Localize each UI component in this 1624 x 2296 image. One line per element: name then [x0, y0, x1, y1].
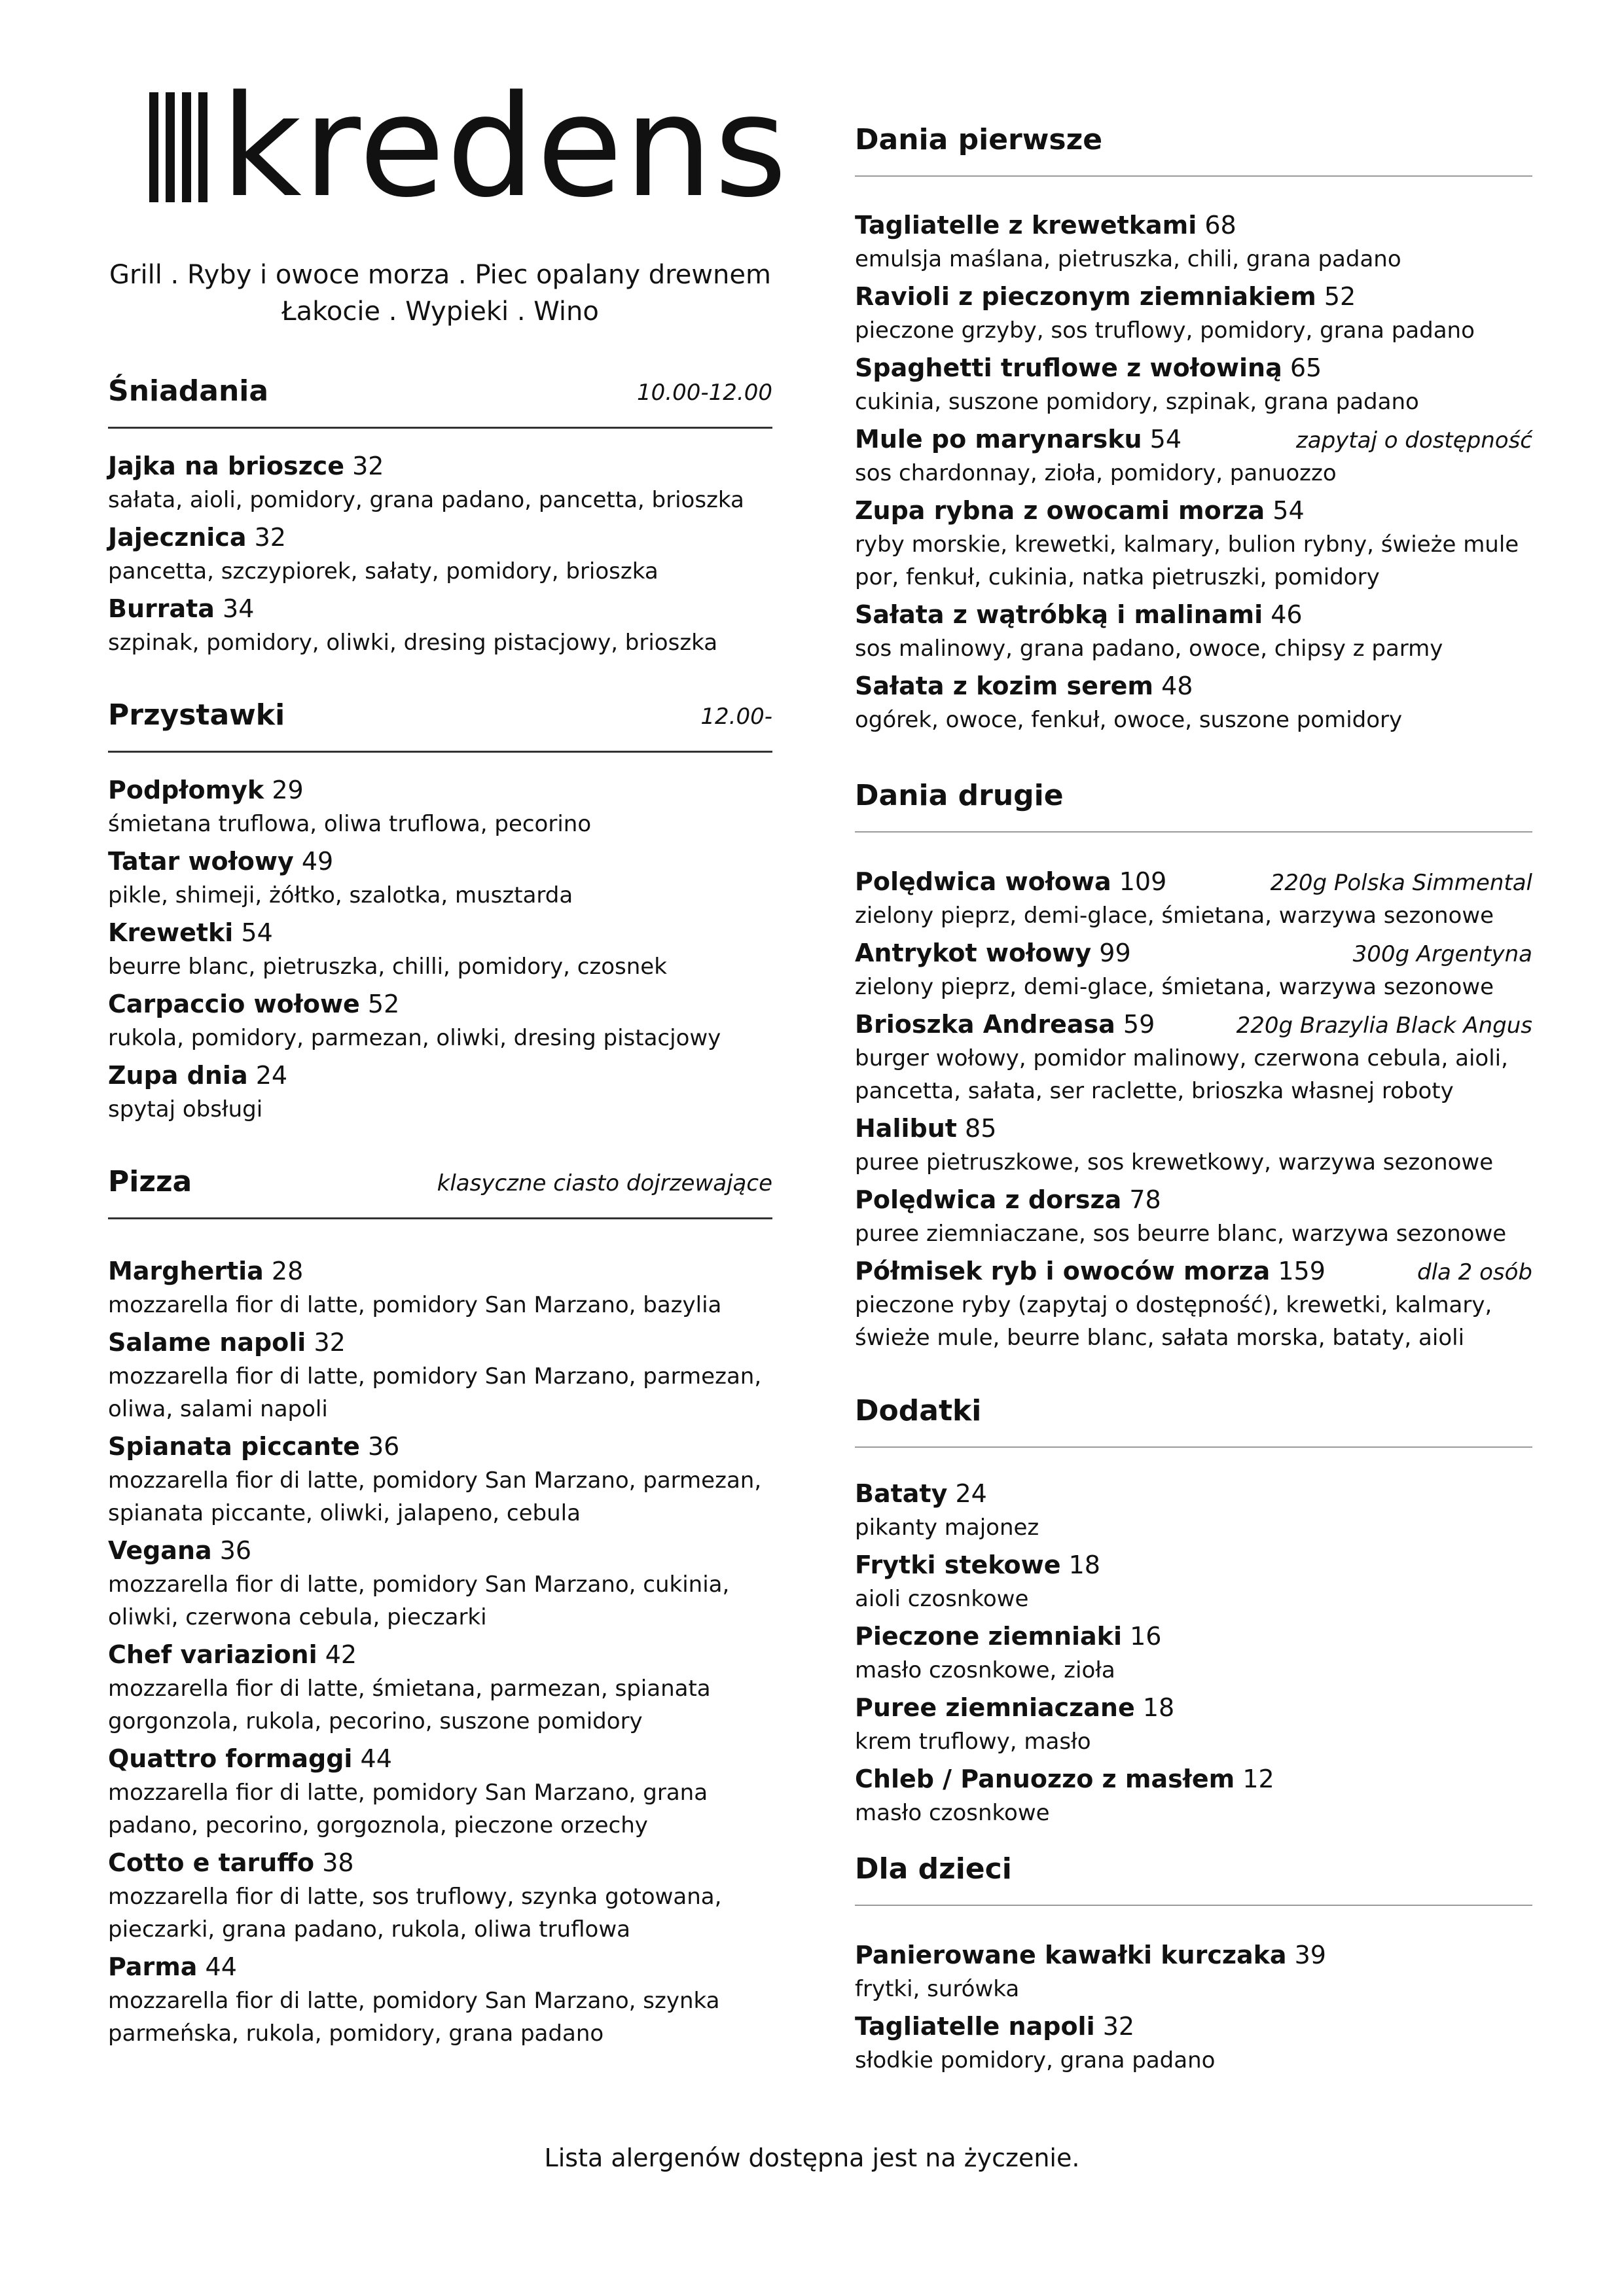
menu-item-price: 54 [1149, 425, 1182, 454]
menu-item [108, 844, 772, 912]
menu-item-name: Sałata z wątróbką i malinami [855, 600, 1263, 629]
menu-item-price: 28 [271, 1257, 304, 1285]
menu-item-price: 36 [219, 1536, 252, 1565]
menu-item-price: 52 [367, 990, 400, 1018]
menu-item-description: emulsja maślana, pietruszka, chili, grana padano [855, 246, 1401, 272]
menu-item-price: 32 [254, 523, 286, 552]
menu-item-line [855, 668, 1532, 704]
section-title: Dania drugie [855, 779, 1064, 812]
menu-item-description: sos malinowy, grana padano, owoce, chipsy z parmy [855, 636, 1443, 662]
section-items-pizza [108, 1253, 772, 2053]
menu-item [855, 1547, 1532, 1615]
menu-item [855, 597, 1532, 665]
menu-item-line [108, 1741, 772, 1776]
menu-item-line [855, 864, 1532, 899]
brand-name: kredens [221, 65, 789, 228]
menu-item-description: rukola, pomidory, parmezan, oliwki, dresing pistacjowy [108, 1025, 721, 1051]
menu-item [108, 1949, 772, 2050]
menu-item-line [108, 1533, 772, 1568]
menu-item-description: frytki, surówka [855, 1976, 1020, 2002]
menu-item-price: 24 [955, 1479, 987, 1508]
section-note: klasyczne ciasto dojrzewające [437, 1170, 772, 1196]
section-header-dla-dzieci [855, 1852, 1532, 1906]
menu-item-description: parmeńska, rukola, pomidory, grana padano [108, 2020, 604, 2047]
menu-item-description: masło czosnkowe, zioła [855, 1657, 1115, 1683]
section-header-przystawki [108, 698, 772, 753]
menu-item [855, 493, 1532, 594]
menu-item-price: 78 [1129, 1185, 1161, 1214]
menu-item-description: ogórek, owoce, fenkuł, owoce, suszone pomidory [855, 707, 1403, 733]
tagline-line-2: Łakocie . Wypieki . Wino [281, 296, 599, 327]
menu-item-description: puree pietruszkowe, sos krewetkowy, warzywa sezonowe [855, 1149, 1494, 1175]
menu-item-description: pieczarki, grana padano, rukola, oliwa truflowa [108, 1916, 631, 1943]
menu-item-price: 32 [1102, 2012, 1135, 2041]
menu-item-price: 34 [223, 594, 255, 623]
menu-item-name: Sałata z kozim serem [855, 672, 1153, 700]
menu-item-line [855, 2009, 1532, 2044]
menu-item [855, 935, 1532, 1003]
section-title: Przystawki [108, 698, 285, 732]
menu-item-price: 36 [367, 1432, 400, 1461]
menu-item-name: Parma [108, 1952, 198, 1981]
menu-item-description: oliwa, salami napoli [108, 1396, 328, 1422]
menu-item-name: Mule po marynarsku [855, 425, 1142, 454]
menu-item [855, 2009, 1532, 2077]
menu-item-line [855, 1761, 1532, 1797]
section-title: Pizza [108, 1165, 192, 1198]
allergen-note: Lista alergenów dostępna jest na życzenie. [544, 2144, 1080, 2172]
brand-logo [149, 65, 789, 228]
menu-item-line [108, 1845, 772, 1880]
menu-item [108, 1533, 772, 1634]
menu-item-name: Półmisek ryb i owoców morza [855, 1257, 1271, 1285]
menu-item-description: krem truflowy, masło [855, 1729, 1091, 1755]
menu-item-price: 18 [1068, 1551, 1100, 1579]
menu-item-name: Salame napoli [108, 1328, 306, 1357]
menu-item [855, 1619, 1532, 1687]
menu-item-price: 109 [1119, 867, 1167, 896]
menu-item-line [108, 844, 772, 879]
menu-item-name: Chef variazioni [108, 1640, 317, 1669]
menu-item [108, 1325, 772, 1426]
menu-item [855, 1690, 1532, 1758]
menu-item-name: Polędwica wołowa [855, 867, 1111, 896]
menu-item-note: 220g Polska Simmental [1270, 870, 1532, 896]
menu-item-name: Burrata [108, 594, 215, 623]
menu-item-price: 68 [1204, 211, 1236, 240]
menu-item-name: Pieczone ziemniaki [855, 1622, 1122, 1651]
menu-item [855, 350, 1532, 418]
menu-item-description: mozzarella fior di latte, śmietana, parmezan, spianata [108, 1676, 711, 1702]
menu-item-description: sos chardonnay, zioła, pomidory, panuozzo [855, 460, 1337, 486]
menu-item-price: 49 [301, 847, 334, 876]
menu-item-price: 32 [352, 452, 384, 480]
menu-item [855, 1182, 1532, 1250]
menu-item-description: śmietana truflowa, oliwa truflowa, pecorino [108, 811, 592, 837]
menu-item-name: Krewetki [108, 918, 234, 947]
menu-item-description: masło czosnkowe [855, 1800, 1050, 1826]
menu-item-line [108, 1429, 772, 1464]
menu-item-price: 54 [241, 918, 273, 947]
menu-item-price: 16 [1130, 1622, 1162, 1651]
menu-item-line [108, 1637, 772, 1672]
menu-item-description: świeże mule, beurre blanc, sałata morska, bataty, aioli [855, 1325, 1465, 1351]
menu-item-note: 220g Brazylia Black Angus [1236, 1013, 1532, 1039]
menu-item-line [855, 1476, 1532, 1511]
menu-item-name: Chleb / Panuozzo z masłem [855, 1765, 1235, 1793]
menu-item-line [855, 1547, 1532, 1583]
menu-item-line [855, 935, 1532, 971]
menu-item-price: 99 [1099, 939, 1131, 967]
section-title: Dla dzieci [855, 1852, 1012, 1886]
menu-item-description: mozzarella fior di latte, pomidory San Marzano, cukinia, [108, 1571, 730, 1598]
menu-item-price: 44 [205, 1952, 237, 1981]
menu-item-description: mozzarella fior di latte, pomidory San Marzano, bazylia [108, 1292, 722, 1318]
menu-item [108, 1429, 772, 1530]
menu-item-description: słodkie pomidory, grana padano [855, 2047, 1216, 2073]
menu-item-name: Vegana [108, 1536, 212, 1565]
menu-item-line [855, 1619, 1532, 1654]
menu-item-line [855, 1182, 1532, 1217]
menu-item-name: Bataty [855, 1479, 948, 1508]
menu-item-description: gorgonzola, rukola, pecorino, suszone pomidory [108, 1708, 643, 1734]
section-items-dodatki [855, 1476, 1532, 1833]
menu-item-line [108, 448, 772, 484]
menu-item-price: 24 [255, 1061, 288, 1090]
menu-item-line [108, 1058, 772, 1093]
menu-item-name: Zupa rybna z owocami morza [855, 496, 1265, 525]
menu-item-description: mozzarella fior di latte, pomidory San Marzano, szynka [108, 1988, 720, 2014]
menu-item-line [108, 986, 772, 1022]
menu-item-name: Tagliatelle z krewetkami [855, 211, 1197, 240]
menu-item [855, 422, 1532, 490]
section-header-dania-drugie [855, 779, 1532, 833]
menu-item-description: mozzarella fior di latte, sos truflowy, szynka gotowana, [108, 1884, 722, 1910]
menu-item-line [855, 1111, 1532, 1146]
menu-item-name: Antrykot wołowy [855, 939, 1092, 967]
menu-item-line [855, 597, 1532, 632]
menu-item-price: 39 [1294, 1941, 1326, 1969]
menu-item [108, 986, 772, 1054]
menu-item [108, 1845, 772, 1946]
menu-item-line [855, 207, 1532, 243]
menu-item-name: Tagliatelle napoli [855, 2012, 1095, 2041]
section-note: 12.00- [700, 704, 772, 730]
menu-item-line [855, 1253, 1532, 1289]
menu-item-description: beurre blanc, pietruszka, chilli, pomidory, czosnek [108, 954, 667, 980]
menu-item-name: Spaghetti truflowe z wołowiną [855, 353, 1282, 382]
menu-item-description: burger wołowy, pomidor malinowy, czerwona cebula, aioli, [855, 1045, 1508, 1071]
menu-item-price: 48 [1161, 672, 1193, 700]
menu-item-line [108, 915, 772, 950]
menu-item-line [855, 1007, 1532, 1042]
menu-item-name: Jajka na brioszce [108, 452, 344, 480]
menu-item [855, 279, 1532, 347]
menu-item-line [108, 1949, 772, 1984]
menu-item-description: mozzarella fior di latte, pomidory San Marzano, parmezan, [108, 1467, 762, 1494]
menu-item-price: 46 [1271, 600, 1303, 629]
menu-item-line [855, 350, 1532, 386]
menu-item-note: dla 2 osób [1416, 1259, 1532, 1285]
menu-item-description: zielony pieprz, demi-glace, śmietana, warzywa sezonowe [855, 974, 1494, 1000]
menu-item-name: Spianata piccante [108, 1432, 360, 1461]
menu-item-description: szpinak, pomidory, oliwki, dresing pistacjowy, brioszka [108, 630, 718, 656]
menu-item-price: 65 [1290, 353, 1322, 382]
section-title: Śniadania [108, 374, 269, 408]
menu-item [108, 772, 772, 840]
menu-item-description: spianata piccante, oliwki, jalapeno, cebula [108, 1500, 581, 1526]
menu-item-description: pancetta, szczypiorek, sałaty, pomidory, brioszka [108, 558, 659, 584]
section-note: 10.00-12.00 [637, 380, 772, 406]
menu-item [108, 520, 772, 588]
menu-item-price: 159 [1278, 1257, 1326, 1285]
menu-item-description: spytaj obsługi [108, 1096, 263, 1122]
menu-item-price: 38 [322, 1848, 354, 1877]
menu-item-line [855, 1690, 1532, 1725]
menu-item [855, 1253, 1532, 1354]
menu-item-line [855, 1937, 1532, 1973]
menu-item-description: pieczone ryby (zapytaj o dostępność), krewetki, kalmary, [855, 1292, 1492, 1318]
tagline-line-1: Grill . Ryby i owoce morza . Piec opalany drewnem [109, 260, 771, 290]
menu-item-price: 12 [1242, 1765, 1274, 1793]
menu-item-price: 42 [325, 1640, 357, 1669]
menu-item-line [108, 591, 772, 626]
menu-item-note: zapytaj o dostępność [1295, 427, 1532, 454]
menu-item-description: por, fenkuł, cukinia, natka pietruszki, pomidory [855, 564, 1380, 590]
section-header-pizza [108, 1165, 772, 1219]
menu-item-price: 32 [314, 1328, 346, 1357]
menu-item-description: puree ziemniaczane, sos beurre blanc, warzywa sezonowe [855, 1221, 1507, 1247]
menu-item [855, 207, 1532, 276]
menu-item-description: oliwki, czerwona cebula, pieczarki [108, 1604, 487, 1630]
menu-item-line [108, 1325, 772, 1360]
menu-item-line [855, 279, 1532, 314]
menu-item [108, 1637, 772, 1738]
menu-item-name: Podpłomyk [108, 776, 264, 804]
menu-item-description: pieczone grzyby, sos truflowy, pomidory, grana padano [855, 317, 1475, 344]
menu-item-description: pikle, shimeji, żółtko, szalotka, musztarda [108, 882, 573, 908]
menu-item-name: Zupa dnia [108, 1061, 248, 1090]
menu-item-price: 18 [1142, 1693, 1175, 1722]
menu-item-line [855, 422, 1532, 457]
menu-item-line [108, 772, 772, 808]
menu-item-name: Marghertia [108, 1257, 264, 1285]
menu-item-name: Cotto e taruffo [108, 1848, 315, 1877]
menu-item-line [855, 493, 1532, 528]
menu-item-description: padano, pecorino, gorgoznola, pieczone orzechy [108, 1812, 648, 1839]
menu-item [108, 1058, 772, 1126]
menu-item-description: ryby morskie, krewetki, kalmary, bulion rybny, świeże mule [855, 531, 1519, 558]
menu-item-description: sałata, aioli, pomidory, grana padano, pancetta, brioszka [108, 487, 744, 513]
menu-item-description: mozzarella fior di latte, pomidory San Marzano, parmezan, [108, 1363, 762, 1390]
section-title: Dodatki [855, 1394, 982, 1427]
menu-item-name: Frytki stekowe [855, 1551, 1061, 1579]
menu-item [855, 1937, 1532, 2005]
menu-item [108, 448, 772, 516]
menu-item-name: Polędwica z dorsza [855, 1185, 1122, 1214]
menu-item-price: 29 [272, 776, 304, 804]
menu-item-description: mozzarella fior di latte, pomidory San Marzano, grana [108, 1780, 708, 1806]
menu-item [108, 915, 772, 983]
section-title: Dania pierwsze [855, 123, 1103, 156]
menu-item-name: Panierowane kawałki kurczaka [855, 1941, 1287, 1969]
menu-item [855, 1111, 1532, 1179]
menu-item-line [108, 1253, 772, 1289]
tagline [108, 257, 772, 330]
menu-item [108, 591, 772, 659]
menu-item-description: pikanty majonez [855, 1515, 1039, 1541]
menu-item [855, 1761, 1532, 1829]
section-items-dania-drugie [855, 864, 1532, 1357]
menu-item-name: Quattro formaggi [108, 1744, 353, 1773]
menu-item-name: Tatar wołowy [108, 847, 294, 876]
menu-item-price: 54 [1272, 496, 1305, 525]
menu-item [108, 1253, 772, 1321]
section-items-sniadania [108, 448, 772, 662]
menu-item-name: Carpaccio wołowe [108, 990, 360, 1018]
menu-item-line [108, 520, 772, 555]
menu-item-name: Jajecznica [108, 523, 247, 552]
menu-item-price: 59 [1123, 1010, 1155, 1039]
menu-item-description: cukinia, suszone pomidory, szpinak, grana padano [855, 389, 1419, 415]
menu-item-description: aioli czosnkowe [855, 1586, 1029, 1612]
logo-bars-mark [149, 92, 208, 202]
section-items-dla-dzieci [855, 1937, 1532, 2080]
menu-item [855, 1007, 1532, 1107]
menu-item [855, 864, 1532, 932]
menu-item-name: Ravioli z pieczonym ziemniakiem [855, 282, 1316, 311]
menu-item-note: 300g Argentyna [1352, 941, 1532, 967]
section-items-dania-pierwsze [855, 207, 1532, 740]
menu-item-description: zielony pieprz, demi-glace, śmietana, warzywa sezonowe [855, 903, 1494, 929]
section-items-przystawki [108, 772, 772, 1129]
menu-item [108, 1741, 772, 1842]
menu-item-name: Brioszka Andreasa [855, 1010, 1115, 1039]
section-header-sniadania [108, 374, 772, 429]
menu-item-description: pancetta, sałata, ser raclette, brioszka własnej roboty [855, 1078, 1454, 1104]
section-header-dodatki [855, 1394, 1532, 1448]
menu-item-price: 52 [1324, 282, 1356, 311]
section-header-dania-pierwsze [855, 123, 1532, 177]
menu-item-price: 44 [360, 1744, 392, 1773]
menu-item [855, 1476, 1532, 1544]
menu-item [855, 668, 1532, 736]
menu-item-name: Halibut [855, 1114, 957, 1143]
menu-item-name: Puree ziemniaczane [855, 1693, 1135, 1722]
menu-item-price: 85 [965, 1114, 997, 1143]
